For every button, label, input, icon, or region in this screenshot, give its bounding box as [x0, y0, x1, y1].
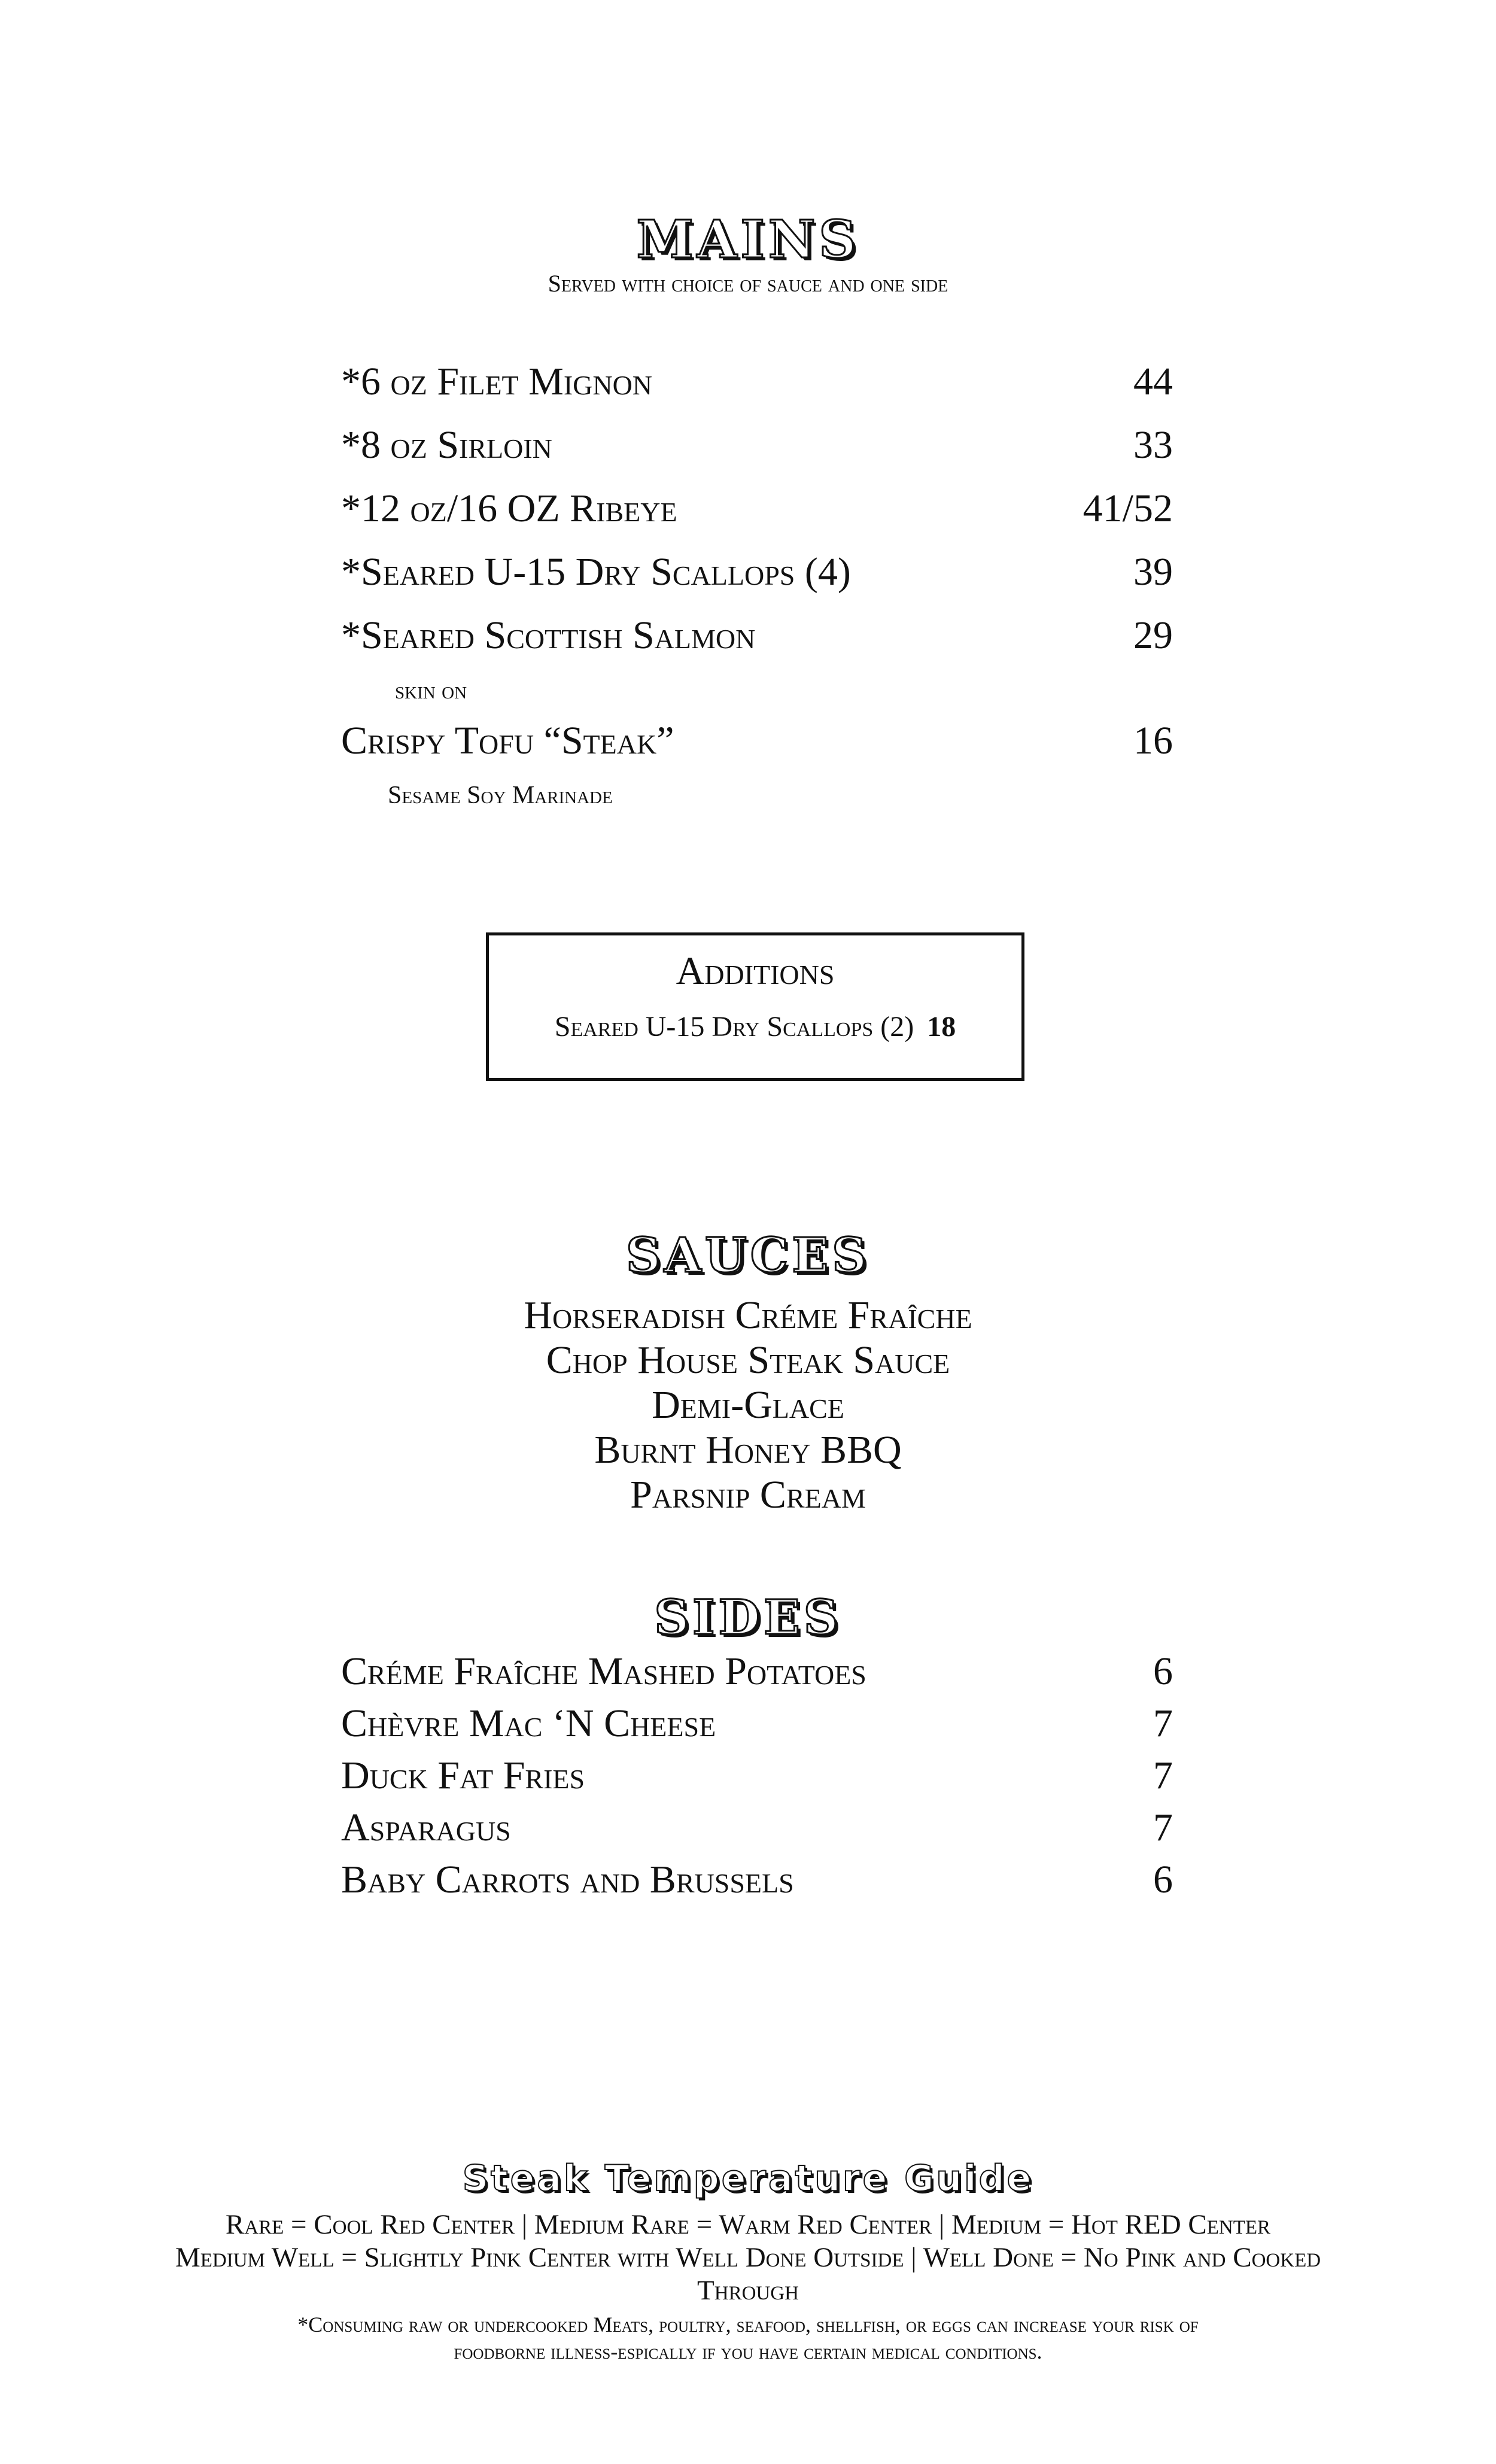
additions-item — [489, 1010, 1021, 1043]
menu-item-name: *12 oz/16 OZ Ribeye — [341, 487, 677, 530]
side-item-name: Baby Carrots and Brussels — [341, 1858, 794, 1901]
menu-item-name: *Seared Scottish Salmon — [341, 613, 756, 657]
side-item-price: 7 — [1153, 1754, 1173, 1797]
side-item-name: Chèvre Mac ‘N Cheese — [341, 1702, 716, 1745]
menu-item-price: 41/52 — [1083, 487, 1173, 530]
mains-subtitle: Served with choice of sauce and one side — [548, 270, 948, 297]
menu-item — [341, 613, 1173, 667]
menu-item — [341, 486, 1173, 540]
side-item-price: 6 — [1153, 1649, 1173, 1693]
side-item-name: Créme Fraîche Mashed Potatoes — [341, 1649, 866, 1693]
additions-item-name: Seared U-15 Dry Scallops (2) — [554, 1011, 914, 1043]
sauces-heading: SAUCES — [625, 1227, 871, 1283]
menu-item-price: 16 — [1133, 719, 1173, 762]
menu-item-name: *8 oz Sirloin — [341, 423, 552, 467]
menu-item-price: 33 — [1133, 423, 1173, 467]
temperature-guide-heading: Steak Temperature Guide — [462, 2158, 1034, 2199]
menu-item-price: 44 — [1133, 360, 1173, 403]
menu-item — [341, 718, 1173, 772]
sauce-item: Parsnip Cream — [630, 1473, 866, 1517]
side-item-price: 7 — [1153, 1806, 1173, 1849]
menu-item-note: Sesame Soy Marinade — [388, 782, 613, 809]
menu-item-note: skin on — [395, 677, 467, 704]
side-item — [341, 1649, 1173, 1697]
side-item — [341, 1805, 1173, 1853]
menu-item-name: Crispy Tofu “Steak” — [341, 719, 674, 762]
additions-item-price: 18 — [927, 1011, 956, 1043]
menu-item-name: *6 oz Filet Mignon — [341, 360, 653, 403]
sauce-item: Chop House Steak Sauce — [546, 1338, 950, 1382]
menu-item — [341, 359, 1173, 413]
side-item — [341, 1701, 1173, 1749]
sauce-item: Horseradish Créme Fraîche — [524, 1293, 972, 1337]
side-item-price: 7 — [1153, 1702, 1173, 1745]
sauce-item: Demi-Glace — [652, 1383, 844, 1427]
temperature-guide-line: Medium Well = Slightly Pink Center with Well Done Outside | Well Done = No Pink and Cooked — [175, 2242, 1321, 2273]
additions-box — [486, 932, 1024, 1081]
side-item-price: 6 — [1153, 1858, 1173, 1901]
sauce-item: Burnt Honey BBQ — [594, 1428, 902, 1472]
side-item-name: Duck Fat Fries — [341, 1754, 585, 1797]
side-item — [341, 1857, 1173, 1905]
temperature-guide-line: Rare = Cool Red Center | Medium Rare = Warm Red Center | Medium = Hot RED Center — [225, 2209, 1271, 2240]
health-disclaimer: *Consuming raw or undercooked Meats, poultry, seafood, shellfish, or eggs can increase your risk of — [297, 2313, 1199, 2337]
health-disclaimer: foodborne illness-espically if you have certain medical conditions. — [454, 2340, 1042, 2363]
sides-heading: SIDES — [654, 1589, 842, 1645]
temperature-guide-line: Through — [697, 2275, 799, 2306]
mains-heading: MAINS — [636, 209, 860, 270]
menu-item-price: 29 — [1133, 613, 1173, 657]
menu-item-price: 39 — [1133, 550, 1173, 594]
additions-title: Additions — [676, 949, 835, 993]
side-item — [341, 1753, 1173, 1801]
menu-item — [341, 549, 1173, 603]
menu-item — [341, 423, 1173, 476]
menu-item-name: *Seared U-15 Dry Scallops (4) — [341, 550, 851, 594]
side-item-name: Asparagus — [341, 1806, 511, 1849]
